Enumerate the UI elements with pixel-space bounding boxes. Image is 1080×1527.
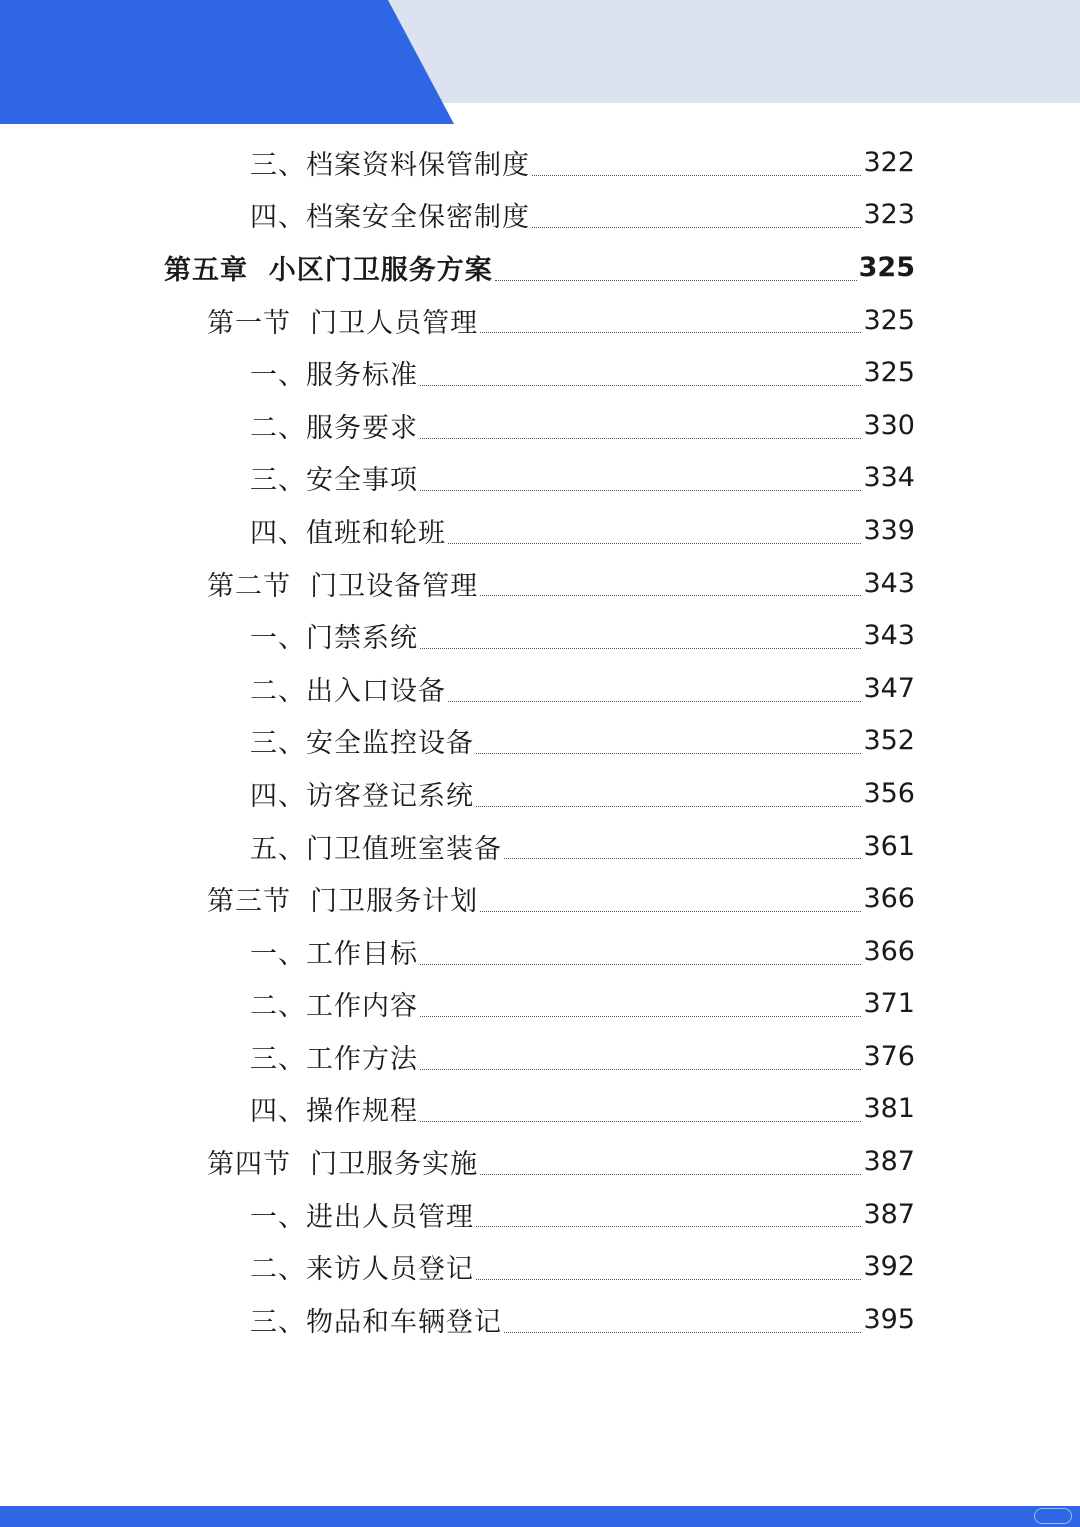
toc-entry-label: 一、门禁系统 [250,623,418,655]
toc-entry-label: 五、门卫值班室装备 [250,833,502,865]
toc-item-entry[interactable] [0,452,1080,505]
table-of-contents [0,136,1080,1346]
toc-page-number: 387 [863,1146,915,1178]
toc-page-number: 322 [863,146,915,178]
toc-section-entry[interactable] [0,1135,1080,1188]
toc-page-number: 323 [863,199,915,231]
toc-page-number: 339 [863,514,915,546]
toc-page-number: 356 [863,777,915,809]
toc-dot-leader [448,701,861,702]
toc-page-number: 387 [863,1198,915,1230]
toc-entry-label: 四、值班和轮班 [250,517,446,549]
toc-item-entry[interactable] [0,662,1080,715]
toc-item-entry[interactable] [0,504,1080,557]
toc-entry-label: 第三节 门卫服务计划 [207,886,479,918]
toc-item-entry[interactable] [0,1293,1080,1346]
toc-item-entry[interactable] [0,399,1080,452]
toc-dot-leader [480,595,861,596]
toc-page-number: 343 [863,567,915,599]
toc-entry-label: 第二节 门卫设备管理 [207,570,479,602]
toc-item-entry[interactable] [0,978,1080,1031]
toc-entry-label: 三、工作方法 [250,1043,418,1075]
toc-page-number: 347 [863,672,915,704]
toc-page-number: 334 [863,462,915,494]
toc-dot-leader [504,858,861,859]
toc-item-entry[interactable] [0,136,1080,189]
toc-page-number: 325 [858,251,915,283]
toc-dot-leader [420,385,861,386]
toc-entry-label: 二、工作内容 [250,991,418,1023]
toc-page-number: 392 [863,1251,915,1283]
toc-page-number: 361 [863,830,915,862]
toc-item-entry[interactable] [0,1030,1080,1083]
toc-dot-leader [532,227,861,228]
toc-page-number: 352 [863,725,915,757]
toc-entry-label: 四、操作规程 [250,1096,418,1128]
toc-dot-leader [504,1332,861,1333]
toc-dot-leader [420,1069,861,1070]
toc-dot-leader [480,332,861,333]
toc-page-number: 376 [863,1040,915,1072]
toc-dot-leader [495,280,857,281]
toc-entry-label: 四、档案安全保密制度 [250,202,530,234]
toc-item-entry[interactable] [0,925,1080,978]
toc-entry-label: 第五章 小区门卫服务方案 [164,254,493,286]
toc-item-entry[interactable] [0,609,1080,662]
toc-page-number: 325 [863,357,915,389]
toc-entry-label: 三、安全监控设备 [250,728,474,760]
toc-dot-leader [448,543,861,544]
toc-item-entry[interactable] [0,189,1080,242]
toc-page-number: 343 [863,620,915,652]
toc-dot-leader [532,175,861,176]
toc-entry-label: 一、工作目标 [250,938,418,970]
toc-entry-label: 三、安全事项 [250,465,418,497]
toc-page-number: 366 [863,935,915,967]
toc-page-number: 366 [863,883,915,915]
toc-item-entry[interactable] [0,1188,1080,1241]
toc-entry-label: 二、出入口设备 [250,675,446,707]
toc-dot-leader [420,1016,861,1017]
toc-dot-leader [420,490,861,491]
header-accent-shape [0,0,460,124]
toc-page-number: 325 [863,304,915,336]
toc-dot-leader [420,648,861,649]
toc-dot-leader [420,1121,861,1122]
toc-section-entry[interactable] [0,557,1080,610]
toc-page-number: 395 [863,1303,915,1335]
toc-entry-label: 三、档案资料保管制度 [250,149,530,181]
toc-dot-leader [480,911,861,912]
toc-entry-label: 第一节 门卫人员管理 [207,307,479,339]
toc-page-number: 381 [863,1093,915,1125]
watermark-icon [1034,1508,1072,1524]
toc-dot-leader [476,1226,861,1227]
toc-entry-label: 二、来访人员登记 [250,1254,474,1286]
toc-page-number: 371 [863,988,915,1020]
toc-chapter-entry[interactable] [0,241,1080,294]
toc-item-entry[interactable] [0,820,1080,873]
toc-entry-label: 一、服务标准 [250,360,418,392]
toc-item-entry[interactable] [0,715,1080,768]
toc-entry-label: 四、访客登记系统 [250,780,474,812]
toc-dot-leader [480,1174,861,1175]
toc-item-entry[interactable] [0,346,1080,399]
toc-entry-label: 三、物品和车辆登记 [250,1306,502,1338]
toc-dot-leader [420,964,861,965]
toc-item-entry[interactable] [0,1240,1080,1293]
toc-entry-label: 第四节 门卫服务实施 [207,1149,479,1181]
toc-page-number: 330 [863,409,915,441]
toc-entry-label: 一、进出人员管理 [250,1201,474,1233]
toc-dot-leader [420,438,861,439]
toc-dot-leader [476,753,861,754]
toc-section-entry[interactable] [0,872,1080,925]
footer-bar [0,1506,1080,1527]
toc-dot-leader [476,806,861,807]
toc-dot-leader [476,1279,861,1280]
toc-entry-label: 二、服务要求 [250,412,418,444]
toc-item-entry[interactable] [0,1083,1080,1136]
toc-section-entry[interactable] [0,294,1080,347]
toc-item-entry[interactable] [0,767,1080,820]
